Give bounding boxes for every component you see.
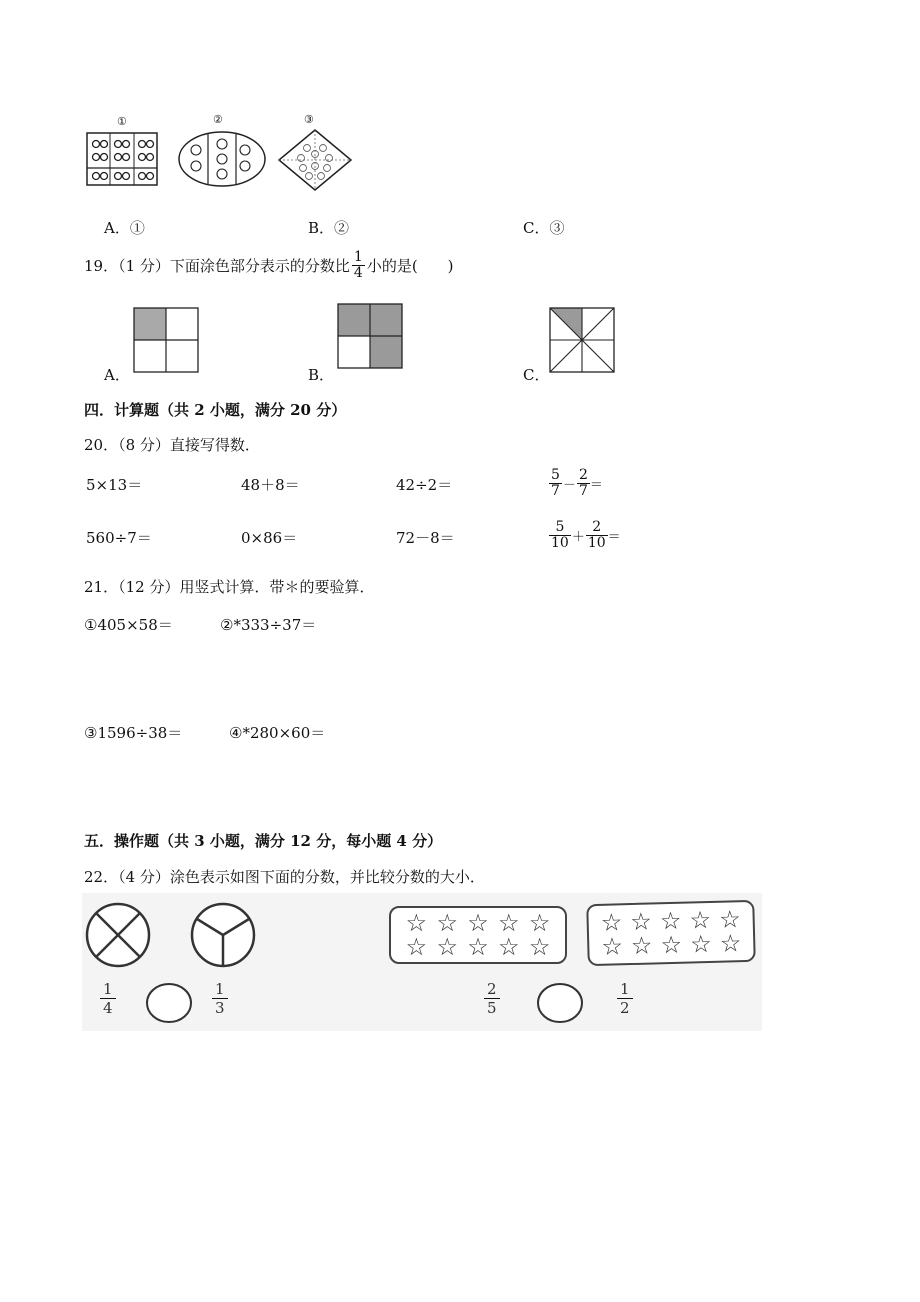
denominator: 4 <box>100 998 116 1017</box>
fraction <box>586 520 608 550</box>
circle-thirds <box>189 904 259 966</box>
star-icon[interactable]: ☆ <box>467 909 489 937</box>
star-icon[interactable]: ☆ <box>498 933 520 961</box>
star-icon[interactable]: ☆ <box>659 906 682 936</box>
star-icon[interactable]: ☆ <box>600 908 623 937</box>
star-icon[interactable]: ☆ <box>467 933 489 961</box>
q20-r2c4 <box>549 520 621 550</box>
star-icon[interactable]: ☆ <box>660 930 683 960</box>
q21-problem-4: ④*280×60＝ <box>229 724 326 742</box>
q21-title: 21．（12 分）用竖式计算．带＊的要验算． <box>84 578 375 596</box>
star-icon[interactable]: ☆ <box>405 909 428 937</box>
grid-of-dots-figure <box>86 132 158 186</box>
denominator: 3 <box>212 998 228 1017</box>
star-icon[interactable]: ☆ <box>498 909 520 937</box>
operator: － <box>562 477 576 493</box>
denominator: 7 <box>578 482 588 499</box>
star-icon[interactable]: ☆ <box>630 931 653 961</box>
numerator: 5 <box>555 519 565 535</box>
q22-fraction-4 <box>617 982 633 1017</box>
star-icon[interactable]: ☆ <box>718 905 741 934</box>
numerator: 5 <box>551 467 560 483</box>
operator: ＋ <box>571 529 585 545</box>
q19-option-a[interactable]: A． <box>104 366 130 384</box>
q19-text-after: 小的是( ) <box>366 256 454 275</box>
star-icon[interactable]: ☆ <box>528 933 551 961</box>
equals-sign: ＝ <box>607 529 621 545</box>
q19-frac-num: 1 <box>353 249 363 265</box>
q21-problem-3: ③1596÷38＝ <box>84 724 183 742</box>
numerator: 2 <box>578 467 588 483</box>
q18-option-b[interactable]: B．② <box>308 219 350 237</box>
q20-r1c4 <box>549 468 603 498</box>
q20-r2c3: 72－8＝ <box>396 529 455 547</box>
circle-quartered <box>84 904 154 966</box>
denominator: 5 <box>484 998 500 1017</box>
q18-option-c[interactable]: C．③ <box>523 219 565 237</box>
q18-img-label-2: ② <box>213 113 223 126</box>
star-box-1 <box>389 906 567 964</box>
q22-title: 22．（4 分）涂色表示如图下面的分数，并比较分数的大小． <box>84 868 485 886</box>
numerator: 1 <box>620 980 630 998</box>
star-icon[interactable]: ☆ <box>528 909 551 937</box>
comparison-circle-1[interactable] <box>146 983 194 1025</box>
star-icon[interactable]: ☆ <box>629 907 653 937</box>
q18-img-label-3: ③ <box>304 113 314 126</box>
denominator: 10 <box>587 534 606 551</box>
equals-sign: ＝ <box>589 477 603 493</box>
star-icon[interactable]: ☆ <box>436 933 458 961</box>
section-5-title: 五．操作题（共 3 小题，满分 12 分，每小题 4 分） <box>84 832 443 850</box>
q18-option-a[interactable]: A．① <box>104 219 145 237</box>
q19-option-b[interactable]: B． <box>308 366 335 384</box>
star-icon[interactable]: ☆ <box>601 932 624 961</box>
q19-square-c <box>549 307 617 375</box>
star-icon[interactable]: ☆ <box>689 905 712 935</box>
q19-text-before: 19．（1 分）下面涂色部分表示的分数比 <box>84 256 350 275</box>
numerator: 2 <box>487 980 497 998</box>
fraction <box>577 468 590 498</box>
oval-smiley-figure <box>178 130 266 188</box>
fraction <box>549 468 562 498</box>
q20-r1c1: 5×13＝ <box>86 476 143 494</box>
comparison-circle-2[interactable] <box>537 983 585 1025</box>
q21-problem-2: ②*333÷37＝ <box>220 616 317 634</box>
numerator: 1 <box>215 980 225 998</box>
q18-img-label-1: ① <box>117 115 127 128</box>
section-4-title: 四．计算题（共 2 小题，满分 20 分） <box>84 401 347 419</box>
star-icon[interactable]: ☆ <box>405 933 428 961</box>
q22-fraction-3 <box>484 982 500 1017</box>
q22-fraction-1 <box>100 982 116 1017</box>
q20-r2c1: 560÷7＝ <box>86 529 152 547</box>
denominator: 7 <box>551 482 560 499</box>
q20-r1c3: 42÷2＝ <box>396 476 453 494</box>
q19-frac-den: 4 <box>353 264 363 281</box>
q19-square-a <box>133 307 199 373</box>
denominator: 2 <box>617 998 633 1017</box>
q19-square-b <box>337 303 403 369</box>
q19-fraction <box>352 250 365 280</box>
q19-question <box>84 250 454 280</box>
q20-title: 20．（8 分）直接写得数． <box>84 436 260 454</box>
diamond-figure <box>277 128 353 192</box>
q20-r2c2: 0×86＝ <box>241 529 298 547</box>
q19-option-c[interactable]: C． <box>523 366 550 384</box>
fraction <box>549 520 571 550</box>
q20-r1c2: 48＋8＝ <box>241 476 300 494</box>
star-icon[interactable]: ☆ <box>719 929 742 958</box>
star-icon[interactable]: ☆ <box>436 909 458 937</box>
denominator: 10 <box>551 534 569 551</box>
q21-problem-1: ①405×58＝ <box>84 616 173 634</box>
numerator: 2 <box>592 519 602 535</box>
star-icon[interactable]: ☆ <box>689 929 713 959</box>
numerator: 1 <box>103 980 113 998</box>
star-box-2 <box>586 900 756 966</box>
q22-fraction-2 <box>212 982 228 1017</box>
